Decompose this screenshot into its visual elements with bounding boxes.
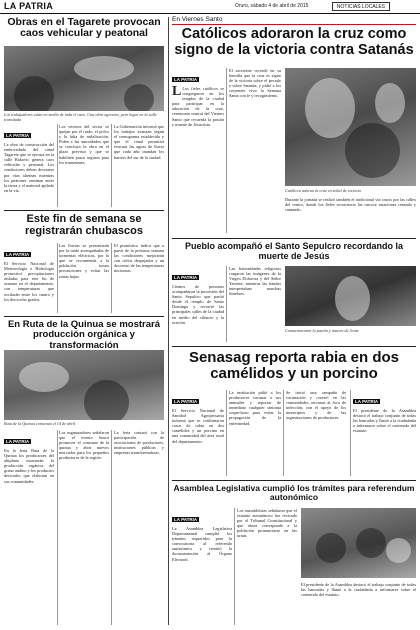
body-text: El Servicio Nacional de Meteorología e Hidrología pronosticó precipitaciones aisladas para este fin de semana en el departamento, con temperaturas que oscilarán entre los cuatro y los dieciocho grados. (4, 261, 54, 302)
photo-adoracion-cruz (285, 68, 416, 186)
column-divider (111, 124, 112, 207)
page-divider (168, 17, 169, 625)
byline: LA PATRIA (6, 133, 30, 138)
section-rule (172, 238, 416, 239)
headline-catolicos: Católicos adoraron la cruz como signo de la victoria contra Satanás (174, 26, 414, 58)
byline: LA PATRIA (174, 399, 198, 404)
caption-quinua: Ruta de la Quinua comienza el 14 de abril (4, 421, 76, 426)
column-divider (226, 68, 227, 233)
body-text: El pronóstico indica que a partir de la próxima semana las condiciones mejorarán con cielos despejados y un descenso de las temperaturas nocturnas. (114, 243, 164, 274)
section-tab: NOTICIAS LOCALES (332, 2, 390, 11)
caption-santo-sepulcro: Conmemoraron la pasión y muerte de Jesús (285, 328, 359, 333)
byline: LA PATRIA (6, 252, 30, 257)
byline: LA PATRIA (174, 275, 198, 280)
headline-ruta-quinua: En Ruta de la Quinua se mostrará producción orgánica y transformación (7, 319, 161, 351)
body-text: La Gobernación informó que los trabajos avanzan según el cronograma establecido y que el canal permitirá evacuar las aguas de lluvia que cada año inundan los barrios del sur de la ciudad. (114, 124, 164, 160)
body-text: La Asamblea Legislativa Departamental cumplió los trámites requeridos para la convocatoria al referendo autonómico y remitió la documentación al Órgano Electoral. (172, 526, 232, 562)
masthead (0, 0, 420, 14)
body-text: Los fieles católicos se congregaron en los templos de la ciudad para participar en la adoración de la cruz, ceremonia central del Viernes Santo que recuerda la pasión y muerte de Jesucristo. (172, 86, 224, 127)
body-text: El Servicio Nacional de Sanidad Agropecuaria informó que se confirmaron casos de rabia en dos camélidos y un porcino en una comunidad del área rural del departamento. (172, 408, 224, 444)
body-text: El presidente de la Asamblea destacó el trabajo conjunto de todas las bancadas y llamó a la ciudadanía a informarse sobre el contenido del estatuto. (301, 582, 416, 598)
body-text: Se inició una campaña de vacunación y control en las comunidades cercanas al foco de infección, con el apoyo de los municipios y de las organizaciones de productores. (286, 390, 346, 421)
headline-senasag: Senasag reporta rabia en dos camélidos y un porcino (188, 349, 400, 383)
kicker-viernes-santo: En Viernes Santo (172, 16, 223, 23)
story-tagarete (4, 17, 164, 40)
body-text: El sacerdote recordó en su homilía que la cruz es signo de la victoria sobre el pecado y sobre Satanás, y pidió a los creyentes vivir la Semana Santa con fe y recogimiento. (229, 68, 281, 99)
byline: LA PATRIA (174, 77, 198, 82)
column-divider (283, 390, 284, 476)
photo-quinua (4, 350, 164, 420)
caption-tagarete: Los trabajadores están en medio de toda el caos. Una obra agresiva, pero lugar en la calle transitada (4, 112, 157, 122)
kicker-rule (172, 24, 416, 25)
headline-tagarete: Obras en el Tagarete provocan caos vehicular y peatonal (7, 16, 161, 40)
section-rule (4, 210, 164, 211)
headline-santo-sepulcro: Pueblo acompañó el Santo Sepulcro recordando la muerte de Jesús (184, 241, 404, 261)
column-divider (111, 243, 112, 313)
body-text: Los vecinos del sector se quejan por el ruido, el polvo y la falta de señalización. Piden a las autoridades que se concluya la obra en el plazo previsto y que se habiliten pasos seguros para los transeúntes. (59, 124, 109, 165)
column-divider (226, 390, 227, 476)
byline: LA PATRIA (174, 517, 198, 522)
body-text: En la feria Ruta de la Quinua los productores del altiplano mostrarán la producción orgánica del grano andino y los productos derivados que elaboran en sus comunidades. (4, 448, 54, 484)
column-divider (111, 430, 112, 625)
column-divider (226, 266, 227, 342)
body-text: El presidente de la Asamblea destacó el trabajo conjunto de todas las bancadas y llamó a la ciudadanía a informarse sobre el contenido del estatuto. (353, 408, 416, 434)
body-text: La feria contará con la participación de asociaciones de productores, instituciones públicas y empresas transformadoras. (114, 430, 164, 456)
body-text: La obra de construcción del embovedado del canal Tagarete que se ejecuta en la calle Bakovic genera caos vehicular y peatonal. Los conductores deben desviarse por vías alternas mientras los peatones caminan entre la tierra y el material apilado en la vía. (4, 142, 54, 193)
column-divider (57, 124, 58, 207)
column-divider (350, 390, 351, 476)
column-divider (57, 430, 58, 625)
body-text: Las lluvias se presentarán por la tarde acompañadas de tormentas eléctricas, por lo que se recomienda a la población tomar precauciones y evitar las zonas bajas. (59, 243, 109, 279)
body-text: Las fraternidades religiosas cargaron las imágenes de la Virgen Dolorosa y del Señor Yacente, mientras las bandas interpretaban marchas fúnebres. (229, 266, 281, 297)
section-rule (172, 480, 416, 481)
body-text: Durante la jornada se realizó también el tradicional vía crucis por las calles del centro, donde los fieles recorrieron las catorce estaciones rezando y cantando. (285, 197, 416, 213)
dropcap: L (172, 86, 182, 99)
section-rule (4, 316, 164, 317)
body-text: Cientos de personas acompañaron la procesión del Santo Sepulcro que partió desde el templo de Santo Domingo y recorrió las principales calles de la ciudad en medio del silencio y la oración. (172, 284, 224, 325)
byline: LA PATRIA (6, 439, 30, 444)
photo-santo-sepulcro (285, 266, 416, 326)
column-divider (234, 508, 235, 625)
newspaper-brand: LA PATRIA (4, 1, 54, 11)
body-text: Los organizadores señalaron que el evento busca promover el consumo de la quinua y abrir nuevos mercados para los pequeños productores de la región. (59, 430, 109, 461)
body-text: La institución pidió a los productores vacunar a sus animales y reportar de inmediato cualquier síntoma sospechoso para evitar la propagación de la enfermedad. (229, 390, 281, 426)
headline-chubascos: Este fin de semana se registrarán chubascos (25, 213, 143, 237)
dateline: Oruro, sábado 4 de abril de 2015 (235, 3, 309, 9)
caption-catolicos: Católicos adoran la cruz en señal de victoria (285, 188, 361, 193)
headline-asamblea: Asamblea Legislativa cumplió los trámites para referendum autonómico (173, 483, 415, 503)
body-text: Los asambleístas señalaron que el estatuto autonómico fue revisado por el Tribunal Constitucional y que ahora corresponde a la población pronunciarse en las urnas. (237, 508, 297, 539)
section-rule (172, 346, 416, 347)
photo-tagarete (4, 46, 164, 111)
photo-asamblea (301, 508, 416, 578)
column-divider (57, 243, 58, 313)
byline: LA PATRIA (355, 399, 379, 404)
